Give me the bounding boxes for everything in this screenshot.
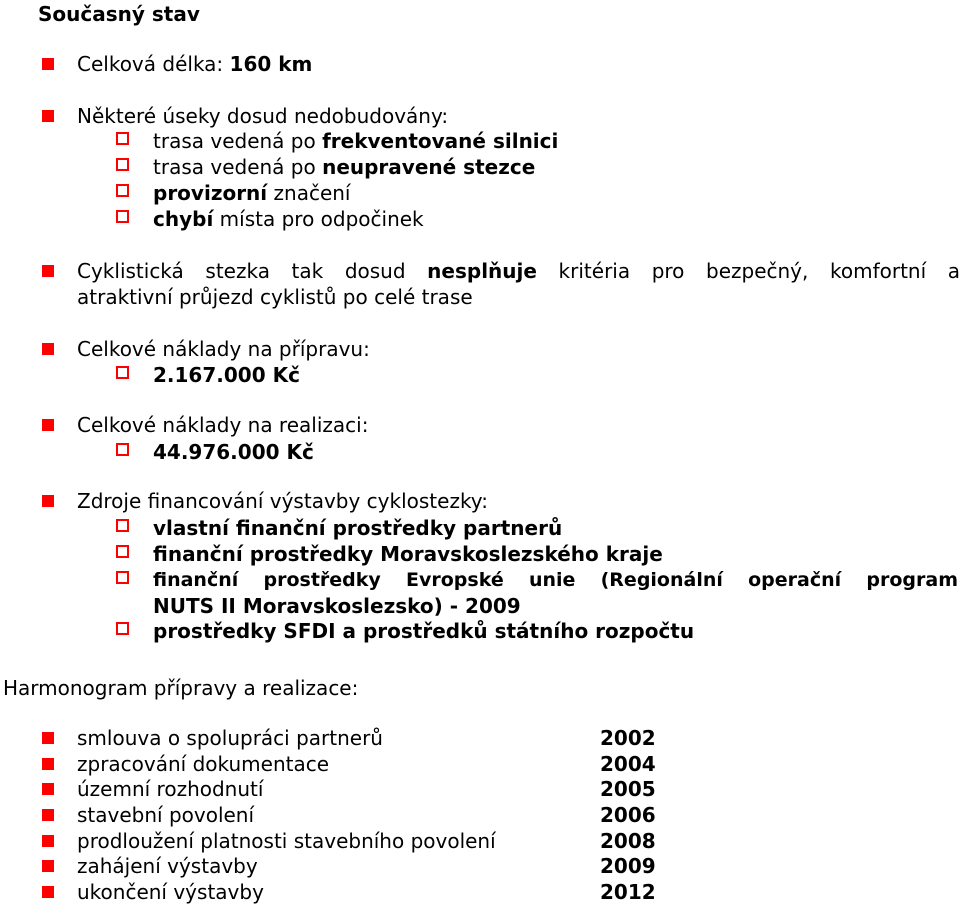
schedule-heading: Harmonogram přípravy a realizace:	[3, 676, 359, 700]
schedule-year: 2004	[600, 752, 656, 776]
unbuilt-item	[153, 180, 350, 206]
bullet-square-icon	[42, 835, 54, 847]
unbuilt-item-bold: frekventované silnici	[322, 129, 559, 153]
checkbox-bullet-icon	[116, 210, 129, 223]
schedule-year: 2012	[600, 880, 656, 904]
real-cost-heading: Celkové náklady na realizaci:	[77, 413, 369, 437]
bullet-square-icon	[42, 758, 54, 770]
criteria-text: kritéria pro bezpečný, komfortní a	[536, 259, 960, 283]
prep-cost-heading: Celkové náklady na přípravu:	[77, 337, 370, 361]
unbuilt-heading: Některé úseky dosud nedobudovány:	[77, 104, 449, 128]
unbuilt-item-bold: neupravené stezce	[322, 155, 536, 179]
real-cost-value: 44.976.000 Kč	[153, 440, 314, 464]
criteria-bold: nesplňuje	[427, 259, 537, 283]
bullet-square-icon	[42, 419, 54, 431]
schedule-year: 2006	[600, 803, 656, 827]
schedule-label: smlouva o spolupráci partnerů	[77, 726, 383, 750]
unbuilt-item-text: trasa vedená po	[153, 155, 323, 179]
bullet-square-icon	[42, 732, 54, 744]
length-label: Celková délka:	[77, 52, 230, 76]
bullet-square-icon	[42, 343, 54, 355]
criteria-line-1	[77, 258, 960, 284]
schedule-label: zpracování dokumentace	[77, 752, 330, 776]
prep-cost-value: 2.167.000 Kč	[153, 363, 300, 387]
bullet-square-icon	[42, 886, 54, 898]
unbuilt-item	[153, 206, 424, 232]
checkbox-bullet-icon	[116, 622, 129, 635]
unbuilt-item-text: místa pro odpočinek	[213, 207, 424, 231]
checkbox-bullet-icon	[116, 519, 129, 532]
schedule-year: 2009	[600, 854, 656, 878]
checkbox-bullet-icon	[116, 366, 129, 379]
schedule-label: prodloužení platnosti stavebního povolení	[77, 829, 496, 853]
schedule-label: ukončení výstavby	[77, 880, 264, 904]
bullet-square-icon	[42, 495, 54, 507]
unbuilt-item-text: trasa vedená po	[153, 129, 323, 153]
criteria-text: Cyklistická stezka tak dosud	[77, 259, 428, 283]
unbuilt-item-bold: chybí	[153, 207, 214, 231]
funding-item-continuation: NUTS II Moravskoslezsko) - 2009	[153, 594, 521, 618]
criteria-line-2: atraktivní průjezd cyklistů po celé trase	[77, 285, 473, 309]
checkbox-bullet-icon	[116, 158, 129, 171]
checkbox-bullet-icon	[116, 443, 129, 456]
checkbox-bullet-icon	[116, 571, 129, 584]
funding-item: finanční prostředky Moravskoslezského kraje	[153, 542, 663, 566]
unbuilt-item-text: značení	[267, 181, 351, 205]
funding-heading: Zdroje financování výstavby cyklostezky:	[77, 489, 488, 513]
schedule-year: 2002	[600, 726, 656, 750]
funding-item: finanční prostředky Evropské unie (Regionální operační program	[153, 569, 958, 591]
bullet-square-icon	[42, 110, 54, 122]
bullet-square-icon	[42, 58, 54, 70]
length-line	[77, 51, 312, 77]
schedule-year: 2008	[600, 829, 656, 853]
schedule-year: 2005	[600, 777, 656, 801]
unbuilt-item	[153, 128, 558, 154]
checkbox-bullet-icon	[116, 132, 129, 145]
funding-item: vlastní finanční prostředky partnerů	[153, 516, 563, 540]
page-title: Současný stav	[38, 2, 200, 26]
schedule-label: stavební povolení	[77, 803, 255, 827]
bullet-square-icon	[42, 860, 54, 872]
unbuilt-item-bold: provizorní	[153, 181, 268, 205]
funding-item: prostředky SFDI a prostředků státního rozpočtu	[153, 619, 695, 643]
schedule-label: územní rozhodnutí	[77, 777, 264, 801]
checkbox-bullet-icon	[116, 184, 129, 197]
bullet-square-icon	[42, 783, 54, 795]
schedule-label: zahájení výstavby	[77, 854, 258, 878]
bullet-square-icon	[42, 809, 54, 821]
length-value: 160 km	[229, 52, 313, 76]
checkbox-bullet-icon	[116, 545, 129, 558]
bullet-square-icon	[42, 265, 54, 277]
unbuilt-item	[153, 154, 535, 180]
